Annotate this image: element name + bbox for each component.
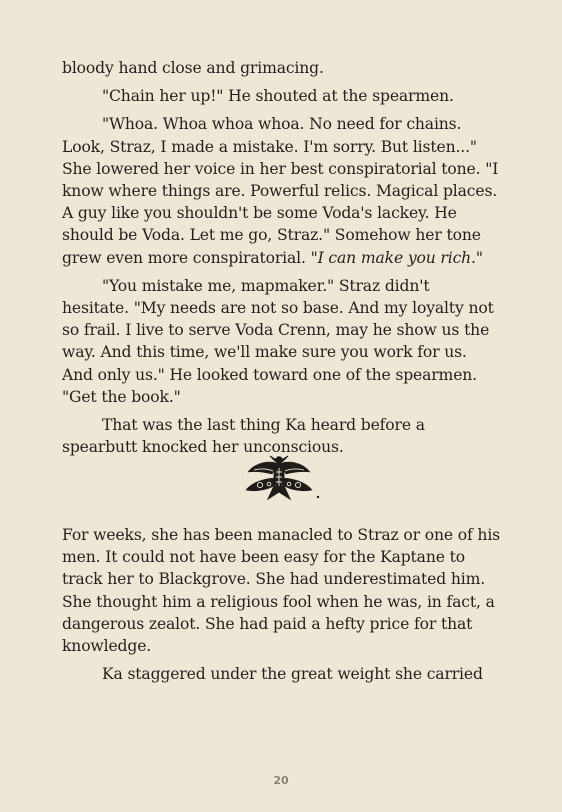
paragraph: For weeks, she has been manacled to Straz or one of his men. It could not have been easy for the Kaptane to track her to Blackgrove. She had underestimated him. She thought him a religious fool when he was, in fact, a dangerous zealot. She had paid a hefty price for that knowledge. xyxy=(62,526,501,656)
italic-quote: I can make you rich. xyxy=(317,248,476,267)
paragraph: "You mistake me, mapmaker." Straz didn't hesitate. "My needs are not so base. And my loyalty not so frail. I live to serve Voda Crenn, may he show us the way. And this time, we'll make sure you work for us. And only us." He looked toward one of the spearmen. "Get the book." xyxy=(62,276,494,406)
bird-moth-ornament-icon xyxy=(242,452,322,502)
paragraph: bloody hand close and grimacing. xyxy=(62,59,324,77)
paragraph-text: "Whoa. Whoa whoa whoa. No need for chains. Look, Straz, I made a mistake. I'm sorry. But listen..." She lowered her voice in her best conspiratorial tone. "I know where things are. Powerful relics. Magical places. A guy like you shouldn't be some Voda's lackey. He should be Voda. Let me go, Straz." Somehow her tone grew even more conspiratorial. " xyxy=(62,115,499,267)
paragraph-with-italic xyxy=(62,113,500,268)
closing-quote: " xyxy=(475,248,483,267)
text-block-bottom xyxy=(62,524,500,691)
page-number: 20 xyxy=(273,774,289,787)
paragraph: Ka staggered under the great weight she carried xyxy=(102,665,483,684)
text-block-top xyxy=(62,57,500,464)
paragraph: That was the last thing Ka heard before a spearbutt knocked her unconscious. xyxy=(62,416,425,457)
paragraph: "Chain her up!" He shouted at the spearmen. xyxy=(102,87,454,106)
